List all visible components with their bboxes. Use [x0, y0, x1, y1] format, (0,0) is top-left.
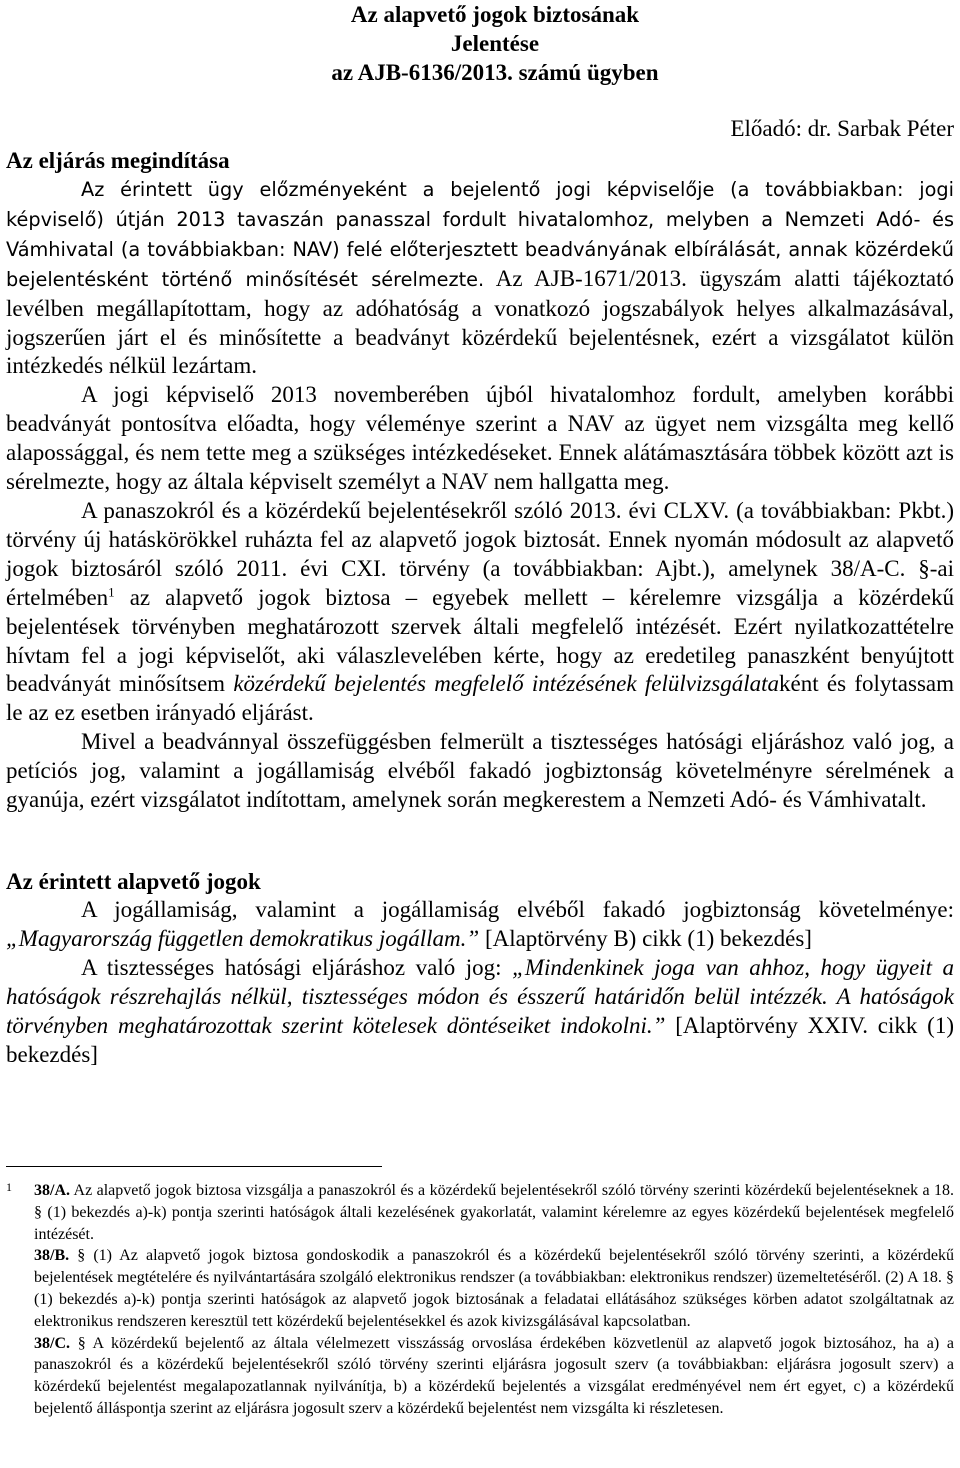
- paragraph: [6, 175, 954, 381]
- section-label: 38/B.: [34, 1247, 70, 1265]
- rapporteur: Előadó: dr. Sarbak Péter: [730, 116, 954, 141]
- footnote-text: § A közérdekű bejelentő az általa vélelmezett visszásság orvoslása érdekében közvetlenül az alapvető jogok biztosához, ha a) a panaszokról és a közérdekű bejelentésekről szóló törvény szerinti eljárásra jogosult szerv (a továbbiakban: eljárásra jogosult szerv) a közérdekű bejelentést megalapozatlannak nyilvánítja, b) a közérdekű bejelentés a vizsgálat eredményével nem ért egyet, c) a közérdekű bejelentő álláspontja szerint az eljárásra jogosult szerv a közérdekű bejelentést nem vizsgálta ki részletesen.: [34, 1334, 954, 1417]
- document-title-line1: Az alapvető jogok biztosának: [350, 2, 640, 27]
- section-body-procedure: [6, 175, 954, 815]
- document-title-line3: az AJB-6136/2013. számú ügyben: [331, 60, 659, 85]
- constitution-quote: „Mindenkinek joga van ahhoz, hogy ügyeit a hatóságok részrehajlás nélkül, tisztességes módon és ésszerű határidőn belül intézzék. A hatóságok törvényben meghatározottak szerint kötelesek döntéseiket indokolni.”: [6, 954, 954, 1038]
- section-label: 38/A.: [34, 1182, 70, 1199]
- footnote-entry-38c: [6, 1333, 954, 1420]
- constitution-reference: [Alaptörvény XXIV. cikk (1) bekezdés]: [6, 1012, 954, 1067]
- footnote: [6, 1180, 954, 1420]
- section-heading-rights: Az érintett alapvető jogok: [6, 869, 261, 894]
- constitution-reference: [Alaptörvény B) cikk (1) bekezdés]: [479, 925, 812, 951]
- footnote-entry-38b: [6, 1245, 954, 1332]
- paragraph-text: az alapvető jogok biztosa – egyebek mellett – kérelemre vizsgálja a közérdekű bejelentések törvényben meghatározott szervek általi megfelelő intézését. Ezért nyilatkozattételre hívtam fel a jogi képviselőt, aki válaszlevelében kérte, hogy az eredetileg panaszként benyújtott beadványát minősítsem: [6, 584, 954, 697]
- paragraph-text: Az érintett ügy előzményeként a bejelentő jogi képviselője (a továbbiakban: jogi képviselő) útján 2013 tavaszán panasszal fordult hivatalomhoz, melyben a Nemzeti Adó- és Vámhivatal (a továbbiakban: NAV) felé előterjesztett beadványának elbírálását, annak közérdekű bejelentésként történő minősítését sérelmezte.: [6, 178, 954, 291]
- footnote-reference: 1: [108, 584, 115, 600]
- footnote-text: Az alapvető jogok biztosa vizsgálja a panaszokról és a közérdekű bejelentésekről szóló törvény szerinti közérdekű bejelentéseknek a 18. § (1) bekezdés a)-k) pontja szerinti hatóságok általi kezelésének gyakorlatát, valamint kérelemre az egyes közérdekű bejelentések megfelelő intézését.: [34, 1182, 954, 1243]
- section-label: 38/C.: [34, 1334, 70, 1352]
- section-heading-procedure: Az eljárás megindítása: [6, 148, 230, 173]
- paragraph-text: A jogállamiság, valamint a jogállamiság elvéből fakadó jogbiztonság követelménye:: [81, 897, 954, 922]
- paragraph: [6, 954, 954, 1070]
- paragraph: [6, 896, 954, 954]
- italic-phrase: közérdekű bejelentés megfelelő intézésének felülvizsgálata: [233, 671, 780, 697]
- paragraph-text: Az AJB-1671/2013. ügyszám alatti tájékoztató levélben megállapítottam, hogy az adóhatóság a vonatkozó jogszabályok helyes alkalmazásával, jogszerűen járt el és minősítette a beadványt közérdekű bejelentésnek, ezért a vizsgálatot külön intézkedés nélkül lezártam.: [6, 265, 954, 379]
- footnote-number: 1: [6, 1180, 12, 1194]
- footnote-text: § (1) Az alapvető jogok biztosa gondoskodik a panaszokról és a közérdekű bejelentésekről szóló törvény szerinti, a közérdekű bejelentések megtételére és nyilvántartására szolgáló elektronikus rendszer (a továbbiakban: elektronikus rendszer) üzemeltetéséről. (2) A 18. § (1) bekezdés a)-k) pontja szerinti hatóságok az alapvető jogok biztosának a feladatai ellátásához szükséges körben adatot szolgáltatnak az elektronikus rendszeren keresztül tett közérdekű bejelentésekkel és azok kivizsgálásával kapcsolatban.: [34, 1247, 954, 1330]
- constitution-quote: „Magyarország független demokratikus jogállam.”: [6, 925, 480, 951]
- paragraph: A jogi képviselő 2013 novemberében újból hivatalomhoz fordult, amelyben korábbi beadványát pontosítva előadta, hogy véleménye szerint a NAV az ügyet nem vizsgálta meg kellő alapossággal, és nem tette meg a szükséges intézkedéseket. Ennek alátámasztására többek között azt is sérelmezte, hogy az általa képviselt személyt a NAV nem hallgatta meg.: [6, 382, 954, 495]
- paragraph: Mivel a beadvánnyal összefüggésben felmerült a tisztességes hatósági eljáráshoz való jog, a petíciós jog, valamint a jogállamiság elvéből fakadó jogbiztonság követelményre sérelmének a gyanúja, ezért vizsgálatot indítottam, amelynek során megkerestem a Nemzeti Adó- és Vámhivatalt.: [6, 729, 954, 813]
- paragraph-text: ként és folytassam le az ez esetben irányadó eljárást.: [6, 671, 954, 726]
- document-title-line2: Jelentése: [450, 31, 540, 56]
- section-body-rights: [6, 896, 954, 1069]
- paragraph-text: A panaszokról és a közérdekű bejelentésekről szóló 2013. évi CLXV. (a továbbiakban: Pkbt.) törvény új hatáskörökkel ruházta fel az alapvető jogok biztosát. Ennek nyomán módosult az alapvető jogok biztosáról szóló 2011. évi CXI. törvény (a továbbiakban: Ajbt.), amelynek 38/A-C. §-ai értelmében: [6, 497, 954, 610]
- paragraph-text: A tisztességes hatósági eljáráshoz való jog:: [81, 954, 513, 980]
- paragraph: [6, 497, 954, 728]
- footnote-separator: [6, 1166, 382, 1167]
- footnote-entry-38a: [6, 1180, 954, 1245]
